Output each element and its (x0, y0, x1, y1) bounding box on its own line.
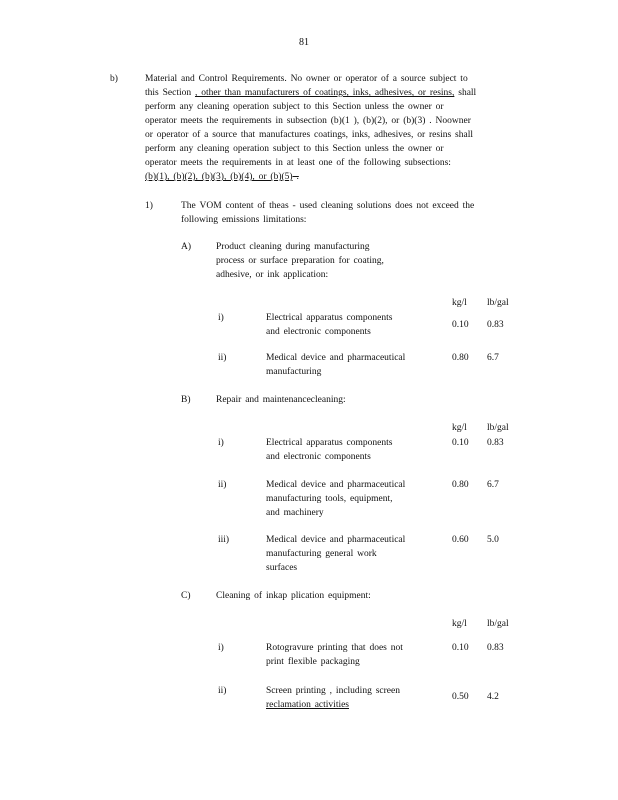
row-text-line: reclamation activities (266, 700, 350, 710)
subsection-b-title: Repair and maintenancecleaning: (216, 395, 346, 405)
lb-value: 6.7 (487, 480, 499, 490)
row-text-line: manufacturing (266, 367, 322, 377)
unit-kg-header: kg/l (452, 619, 467, 629)
kg-value: 0.80 (452, 480, 469, 490)
row-text-line: Electrical apparatus components (266, 313, 393, 323)
kg-value: 0.50 (452, 692, 469, 702)
section-b-line (145, 170, 299, 184)
kg-value: 0.10 (452, 438, 469, 448)
row-text-line: and electronic components (266, 327, 371, 337)
row-text-line: manufacturing general work (266, 549, 377, 559)
lb-value: 0.83 (487, 438, 504, 448)
row-text-line: and electronic components (266, 452, 371, 462)
row-text-line: print flexible packaging (266, 657, 360, 667)
row-text-line: Medical device and pharmaceutical (266, 535, 406, 545)
section-b-line: operator meets the requirements in subsection (b)(1 ), (b)(2), or (b)(3) . Noowner (145, 116, 471, 126)
row-number: i) (218, 643, 224, 653)
section-b-line: perform any cleaning operation subject to this Section unless the owner or (145, 144, 444, 154)
subsection-a-title-line: Product cleaning during manufacturing (216, 242, 370, 252)
row-text-line: and machinery (266, 508, 324, 518)
section-b-line: perform any cleaning operation subject to this Section unless the owner or (145, 102, 444, 112)
lb-value: 6.7 (487, 353, 499, 363)
subsection-a-title-line: process or surface preparation for coating, (216, 256, 384, 266)
section-b-line: or operator of a source that manufactures coatings, inks, adhesives, or resins shall (145, 130, 473, 140)
item-1-line: The VOM content of theas - used cleaning solutions does not exceed the (181, 201, 475, 211)
row-text-line: Medical device and pharmaceutical (266, 353, 406, 363)
section-b-line: Material and Control Requirements. No owner or operator of a source subject to (145, 74, 468, 84)
kg-value: 0.80 (452, 353, 469, 363)
row-number: ii) (218, 353, 227, 363)
kg-value: 0.10 (452, 320, 469, 330)
subsection-b-label: B) (181, 395, 191, 405)
section-b-text: shall (454, 88, 477, 98)
row-text-line: Medical device and pharmaceutical (266, 480, 406, 490)
unit-kg-header: kg/l (452, 298, 467, 308)
row-number: ii) (218, 686, 227, 696)
item-1-label: 1) (145, 201, 153, 211)
unit-lb-header: lb/gal (487, 298, 509, 308)
subsection-a-title-line: adhesive, or ink application: (216, 270, 329, 280)
row-text-line: surfaces (266, 563, 298, 573)
row-text-line: manufacturing tools, equipment, (266, 494, 393, 504)
row-number: i) (218, 313, 224, 323)
unit-lb-header: lb/gal (487, 423, 509, 433)
unit-lb-header: lb/gal (487, 619, 509, 629)
section-b-text: this Section (145, 88, 195, 98)
page-number: 81 (299, 37, 309, 48)
row-text-line: Rotogravure printing that does not (266, 643, 403, 653)
section-b-label: b) (110, 74, 118, 84)
kg-value: 0.10 (452, 643, 469, 653)
section-b-struck-text: . (292, 172, 299, 182)
subsection-a-label: A) (181, 242, 192, 252)
row-number: i) (218, 438, 224, 448)
subsection-c-title: Cleaning of inkap plication equipment: (216, 591, 371, 601)
row-number: ii) (218, 480, 227, 490)
kg-value: 0.60 (452, 535, 469, 545)
row-text-line: Screen printing , including screen (266, 686, 400, 696)
subsection-c-label: C) (181, 591, 191, 601)
lb-value: 4.2 (487, 692, 499, 702)
item-1-line: following emissions limitations: (181, 215, 307, 225)
section-b-underlined-text: , other than manufacturers of coatings, inks, adhesives, or resins, (194, 88, 455, 98)
section-b-underlined-text: (b)(1), (b)(2), (b)(3), (b)(4), or (b)(5) (145, 172, 293, 182)
row-text-line: Electrical apparatus components (266, 438, 393, 448)
lb-value: 0.83 (487, 320, 504, 330)
section-b-line (145, 86, 476, 100)
row-number: iii) (218, 535, 230, 545)
unit-kg-header: kg/l (452, 423, 467, 433)
lb-value: 5.0 (487, 535, 499, 545)
lb-value: 0.83 (487, 643, 504, 653)
section-b-line: operator meets the requirements in at least one of the following subsections: (145, 158, 451, 168)
